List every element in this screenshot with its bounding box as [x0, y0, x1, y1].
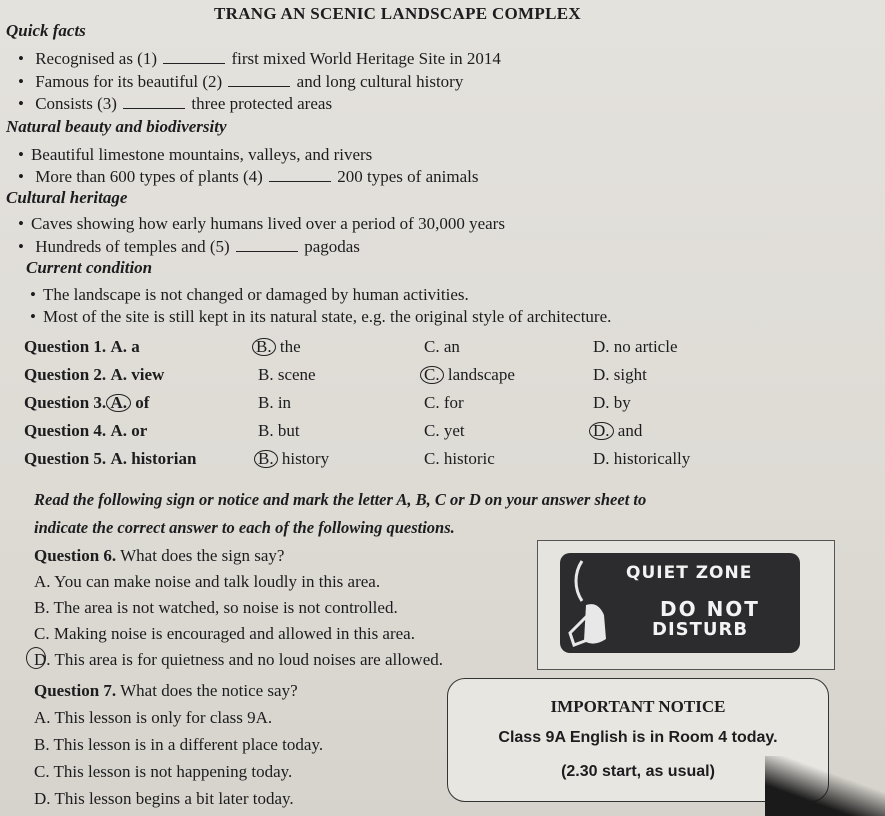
q5-b-circled: B. — [254, 450, 278, 468]
fact-1-pre: Recognised as (1) — [35, 49, 158, 68]
question-6 — [34, 546, 284, 566]
q5-option-a[interactable]: A. historian — [110, 449, 197, 468]
notice-line-2: (2.30 start, as usual) — [561, 763, 715, 780]
q3-option-d[interactable]: D. by — [593, 393, 631, 412]
fact-2-pre: Famous for its beautiful (2) — [35, 72, 223, 91]
question-5 — [24, 449, 196, 469]
q6-option-b[interactable]: B. The area is not watched, so noise is not controlled. — [34, 598, 398, 617]
photo-shadow — [765, 756, 885, 816]
q4-d-text: and — [617, 421, 643, 440]
instruction-line-1: Read the following sign or notice and mark the letter A, B, C or D on your answer sheet to — [34, 490, 647, 509]
q6-stem: What does the sign say? — [120, 546, 285, 565]
q2-option-a[interactable]: A. view — [110, 365, 165, 384]
q5-option-b[interactable] — [258, 449, 329, 469]
page-title: TRANG AN SCENIC LANDSCAPE COMPLEX — [214, 4, 581, 23]
current-item-1: • The landscape is not changed or damaged by human activities. — [30, 285, 469, 305]
natural-item-2 — [18, 167, 478, 187]
q7-stem: What does the notice say? — [120, 681, 298, 700]
fact-3-post: three protected areas — [191, 94, 333, 113]
current-item-2: • Most of the site is still kept in its natural state, e.g. the original style of architecture. — [30, 307, 611, 327]
blank-4[interactable] — [269, 169, 331, 182]
q1-option-a[interactable]: A. a — [110, 337, 140, 356]
fact-3-pre: Consists (3) — [35, 94, 117, 113]
fact-item-2 — [18, 72, 463, 92]
q6-option-c[interactable]: C. Making noise is encouraged and allowed in this area. — [34, 624, 415, 643]
blank-5[interactable] — [236, 239, 298, 252]
notice-line-1: Class 9A English is in Room 4 today. — [498, 729, 778, 746]
question-3 — [24, 393, 149, 413]
sign-bottom-text: DISTURB — [652, 619, 749, 640]
notice-heading: IMPORTANT NOTICE — [550, 697, 726, 716]
q5-option-c[interactable]: C. historic — [424, 449, 495, 468]
blank-2[interactable] — [228, 74, 290, 87]
q2-option-b[interactable]: B. scene — [258, 365, 316, 384]
q3-option-b[interactable]: B. in — [258, 393, 292, 412]
q4-option-b[interactable] — [258, 421, 300, 441]
q1-b-text: the — [279, 337, 301, 356]
blank-3[interactable] — [123, 96, 185, 109]
fact-item-1 — [18, 49, 501, 69]
quiet-zone-sign — [560, 553, 800, 653]
q1-option-c[interactable]: C. an — [424, 337, 460, 356]
cultural-item-2 — [18, 237, 360, 257]
cultural-2-pre: Hundreds of temples and (5) — [35, 237, 230, 256]
natural-2-pre: More than 600 types of plants (4) — [35, 167, 263, 186]
question-2 — [24, 365, 164, 385]
q6-option-d[interactable]: D. This area is for quietness and no loud noises are allowed. — [34, 650, 444, 669]
sign-mid-text: DO NOT — [660, 597, 760, 621]
cultural-item-1: • Caves showing how early humans lived over a period of 30,000 years — [18, 214, 505, 234]
q2-option-d[interactable]: D. sight — [593, 365, 647, 384]
q7-option-c[interactable]: C. This lesson is not happening today. — [34, 762, 293, 781]
q2-c-circled: C. — [420, 366, 444, 384]
q3-a-text: of — [135, 393, 150, 412]
q6-label: Question 6. — [34, 546, 117, 565]
q3-label: Question 3. — [24, 393, 107, 412]
q7-label: Question 7. — [34, 681, 117, 700]
q7-option-d[interactable]: D. This lesson begins a bit later today. — [34, 789, 294, 808]
q3-a-circled[interactable]: A. — [106, 394, 131, 412]
natural-heading: Natural beauty and biodiversity — [6, 117, 227, 136]
q4-option-d[interactable] — [593, 421, 642, 441]
finger-to-lips-icon — [560, 553, 620, 653]
q4-d-circled: D. — [589, 422, 614, 440]
q5-label: Question 5. — [24, 449, 107, 468]
q4-label: Question 4. — [24, 421, 107, 440]
natural-2-post: 200 types of animals — [337, 167, 479, 186]
instruction-line-2: indicate the correct answer to each of the following questions. — [34, 518, 455, 537]
q6-d-circle-mark — [26, 647, 46, 669]
fact-2-post: and long cultural history — [296, 72, 464, 91]
cultural-2-post: pagodas — [304, 237, 360, 256]
q7-option-b[interactable]: B. This lesson is in a different place today. — [34, 735, 324, 754]
q1-option-d[interactable]: D. no article — [593, 337, 678, 356]
q1-b-circled: B. — [252, 338, 276, 356]
q3-option-c[interactable]: C. for — [424, 393, 464, 412]
q4-option-c[interactable]: C. yet — [424, 421, 465, 440]
q6-option-a[interactable]: A. You can make noise and talk loudly in this area. — [34, 572, 381, 591]
blank-1[interactable] — [163, 51, 225, 64]
q5-b-text: history — [281, 449, 330, 468]
q2-c-text: landscape — [447, 365, 515, 384]
q4-b-text: but — [277, 421, 300, 440]
q1-label: Question 1. — [24, 337, 107, 356]
fact-item-3 — [18, 94, 332, 114]
question-7 — [34, 681, 298, 701]
q1-option-b[interactable] — [256, 337, 301, 357]
current-heading: Current condition — [26, 258, 153, 277]
q2-label: Question 2. — [24, 365, 107, 384]
natural-item-1: • Beautiful limestone mountains, valleys, and rivers — [18, 145, 372, 165]
q5-option-d[interactable]: D. historically — [593, 449, 691, 468]
question-1 — [24, 337, 140, 357]
q4-option-a[interactable]: A. or — [110, 421, 148, 440]
cultural-heading: Cultural heritage — [6, 188, 128, 207]
q2-option-c[interactable] — [424, 365, 515, 385]
fact-1-post: first mixed World Heritage Site in 2014 — [231, 49, 501, 68]
quick-facts-heading: Quick facts — [6, 21, 86, 40]
q7-option-a[interactable]: A. This lesson is only for class 9A. — [34, 708, 273, 727]
sign-top-text: QUIET ZONE — [626, 563, 753, 583]
q4-b-letter: B. — [258, 421, 274, 440]
question-4 — [24, 421, 147, 441]
